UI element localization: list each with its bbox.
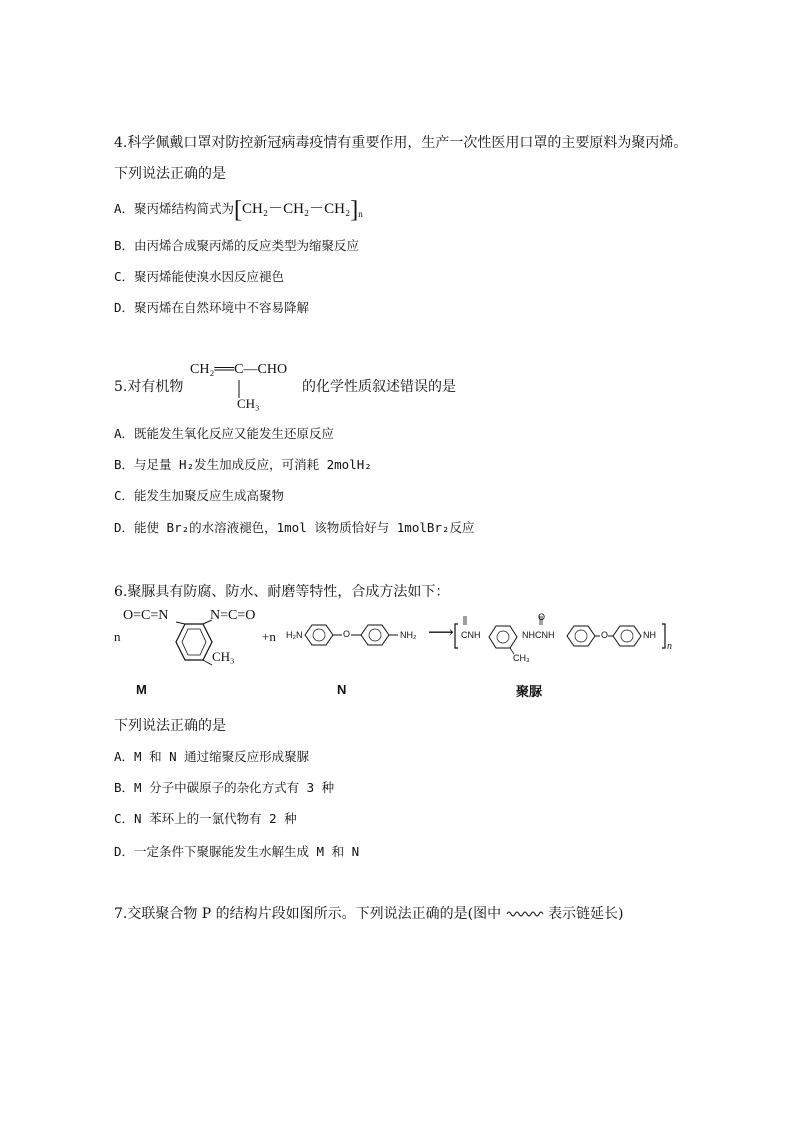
q6-option-a: A．M 和 N 通过缩聚反应形成聚脲 (114, 749, 310, 764)
q6-p-subscript: n (667, 641, 672, 652)
q6-p-methyl: CH₃ (513, 653, 530, 663)
q6-prompt: 下列说法正确的是 (114, 718, 226, 734)
q6-m-methyl: CH₃ (212, 649, 235, 664)
q6-arrow: ⟶ (428, 622, 454, 642)
q5-option-d: D．能使 Br₂的水溶液褪色，1mol 该物质恰好与 1molBr₂反应 (114, 520, 475, 535)
q7-stem-suffix: 表示链延长) (548, 906, 624, 922)
q4-option-c: C．聚丙烯能使溴水因反应褪色 (114, 269, 285, 284)
q6-p-right-nh: NH (643, 630, 656, 640)
q6-stem: 6.聚脲具有防腐、防水、耐磨等特性，合成方法如下： (114, 584, 450, 600)
q6-option-b: B．M 分子中碳原子的杂化方式有 3 种 (114, 780, 335, 795)
wavy-chain-icon (506, 909, 544, 919)
q7-stem-prefix: 7.交联聚合物 P 的结构片段如图所示。下列说法正确的是(图中 (114, 906, 502, 922)
q6-polyurea-drawing (450, 612, 680, 668)
q6-label-polyurea: 聚脲 (516, 685, 543, 700)
q4-prompt: 下列说法正确的是 (114, 166, 226, 182)
q6-label-n: N (337, 682, 347, 697)
q6-p-ether-o: O (601, 630, 609, 640)
q4-option-a (114, 199, 363, 224)
q6-plus-n: +n (262, 629, 276, 644)
q6-n-right-amine: NH₂ (400, 630, 417, 640)
q6-p-carbonyl-left: CNH (461, 630, 481, 640)
q6-option-d: D．一定条件下聚脲能发生水解生成 M 和 N (114, 844, 360, 859)
q4-option-d: D．聚丙烯在自然环境中不容易降解 (114, 300, 310, 315)
q5-option-a: A．既能发生氧化反应又能发生还原反应 (114, 426, 335, 441)
q7-stem (114, 904, 624, 924)
q4-formula: $[CH_2-CH_2-CH_2]_n$ (234, 197, 363, 223)
q6-m-left-group: O=C=N (123, 608, 169, 623)
q4-option-b: B．由丙烯合成聚丙烯的反应类型为缩聚反应 (114, 238, 360, 253)
q5-option-c: C．能发生加聚反应生成高聚物 (114, 488, 285, 503)
q4-stem: 4.科学佩戴口罩对防控新冠病毒疫情有重要作用，生产一次性医用口罩的主要原料为聚丙烯。 (114, 135, 688, 151)
q5-structure-top: CH₂══C—CHO (190, 362, 288, 377)
q6-p-urea-mid: NHCNH (522, 630, 555, 640)
q6-coef-n: n (114, 629, 121, 644)
q6-option-c: C．N 苯环上的一氯代物有 2 种 (114, 811, 297, 826)
q4-formula-sub: n (358, 209, 363, 219)
q6-p-carbonyl-o: O (538, 612, 546, 622)
q5-option-b: B．与足量 H₂发生加成反应，可消耗 2molH₂ (114, 457, 372, 472)
q6-n-ether-o: O (343, 629, 351, 639)
q6-n-left-amine: H₂N (286, 630, 303, 640)
q5-structure-bottom: CH₃ (237, 396, 260, 411)
q5-stem-suffix: 的化学性质叙述错误的是 (302, 379, 456, 395)
q4-option-a-prefix: A．聚丙烯结构简式为 (114, 201, 235, 216)
q4-formula-body: CH₂－CH₂－CH₂ (242, 201, 351, 217)
q6-label-m: M (136, 682, 147, 697)
q5-stem-prefix: 5.对有机物 (114, 379, 184, 395)
q6-m-right-group: N=C=O (210, 608, 256, 623)
